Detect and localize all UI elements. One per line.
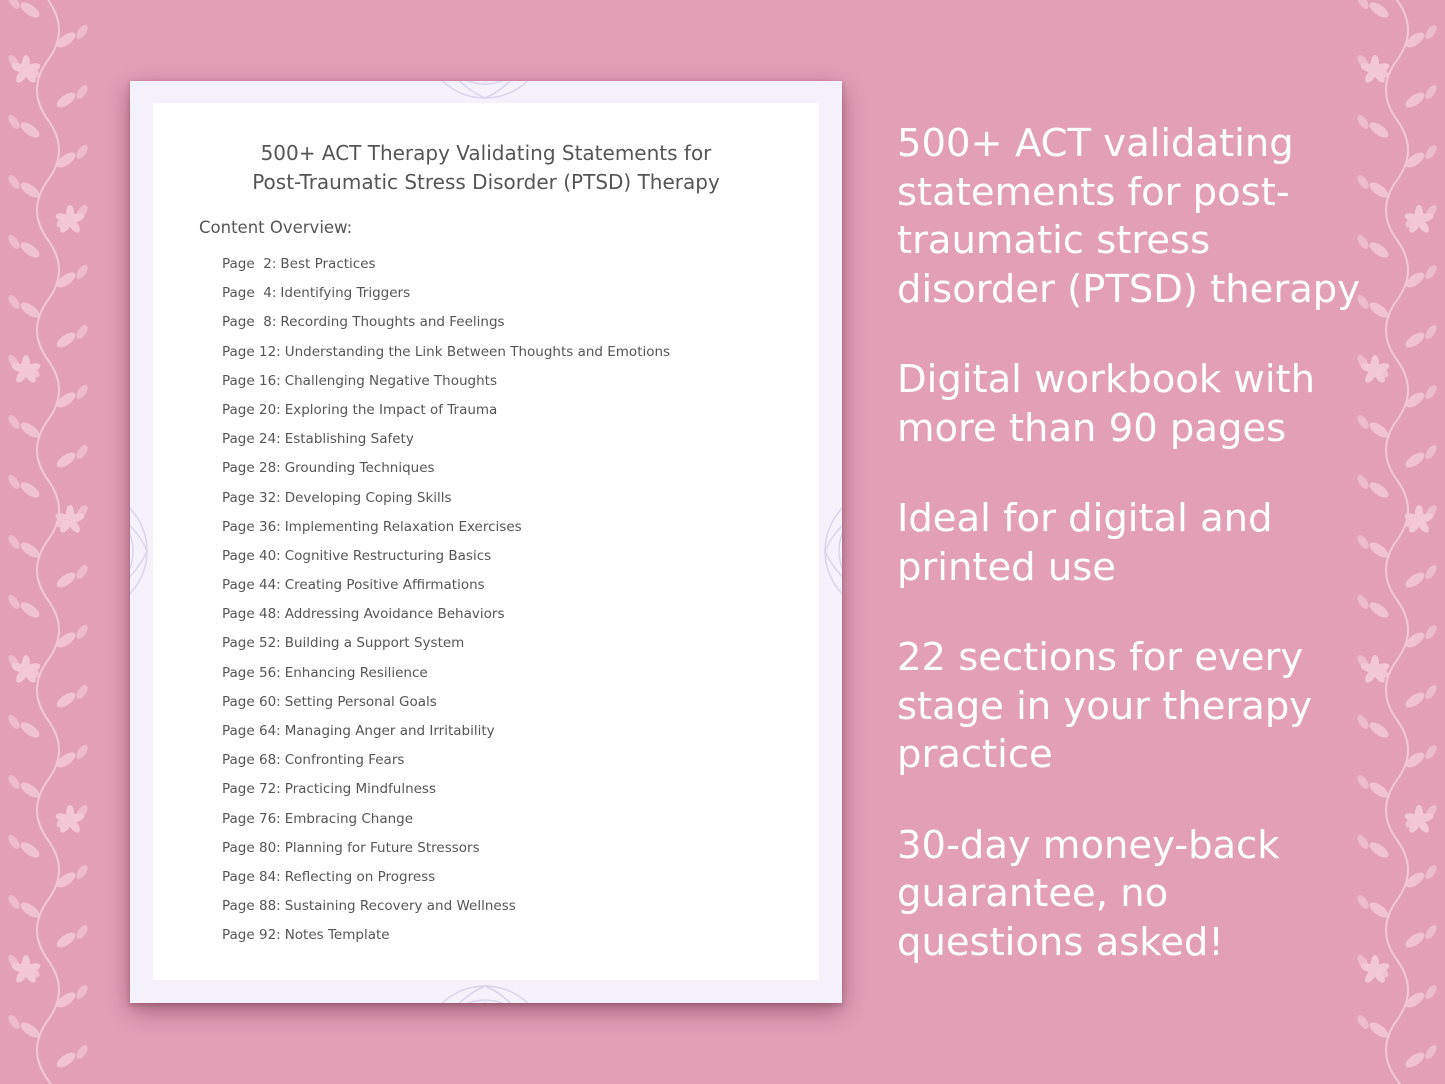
- toc-section-title: Grounding Techniques: [284, 460, 435, 477]
- toc-section-title: Managing Anger and Irritability: [284, 723, 495, 739]
- toc-section-title: Embracing Change: [284, 810, 414, 827]
- feature-line: printed use: [897, 544, 1116, 590]
- toc-section-title: Building a Support System: [284, 635, 465, 652]
- toc-page-number: Page 60:: [222, 693, 281, 710]
- feature-line: 22 sections for every: [897, 635, 1304, 680]
- feature-statement: [897, 120, 1417, 314]
- toc-entry: [222, 750, 670, 779]
- toc-section-title: Exploring the Impact of Trauma: [284, 401, 498, 418]
- toc-page-number: Page 56:: [222, 664, 281, 681]
- toc-section-title: Practicing Mindfulness: [284, 781, 436, 798]
- document-title-line: 500+ ACT Therapy Validating Statements for: [260, 141, 712, 165]
- toc-page-number: Page 84:: [222, 868, 281, 885]
- toc-section-title: Confronting Fears: [284, 752, 405, 769]
- toc-section-title: Enhancing Resilience: [284, 664, 428, 681]
- toc-page-number: Page 32:: [222, 489, 281, 506]
- toc-page-number: Page 4:: [222, 285, 277, 302]
- toc-section-title: Sustaining Recovery and Wellness: [284, 898, 516, 915]
- toc-page-number: Page 48:: [222, 606, 281, 623]
- toc-section-title: Setting Personal Goals: [284, 693, 437, 710]
- toc-entry: [222, 663, 670, 692]
- toc-section-title: Identifying Triggers: [280, 285, 411, 302]
- toc-entry: [222, 488, 670, 517]
- toc-section-title: Establishing Safety: [284, 431, 414, 448]
- toc-page-number: Page 40:: [222, 547, 281, 564]
- toc-page-number: Page 12:: [222, 343, 281, 360]
- toc-section-title: Cognitive Restructuring Basics: [284, 547, 492, 564]
- toc-entry: [222, 692, 670, 721]
- feature-list: [897, 120, 1417, 1009]
- toc-page-number: Page 16:: [222, 372, 281, 389]
- toc-section-title: Planning for Future Stressors: [284, 839, 480, 856]
- feature-line: Ideal for digital and: [897, 496, 1273, 541]
- toc-section-title: Best Practices: [280, 256, 376, 272]
- toc-entry: [222, 575, 670, 604]
- toc-section-title: Creating Positive Affirmations: [284, 577, 485, 594]
- toc-entry: [222, 633, 670, 662]
- feature-line: Digital workbook with: [897, 357, 1316, 402]
- toc-page-number: Page 80:: [222, 839, 281, 856]
- feature-line: 500+ ACT validating: [897, 121, 1294, 166]
- mandala-left-ornament: [130, 451, 155, 651]
- toc-entry: [222, 429, 670, 458]
- feature-statement: [897, 822, 1417, 968]
- toc-section-title: Challenging Negative Thoughts: [284, 372, 498, 389]
- feature-line: traumatic stress: [897, 218, 1211, 263]
- document-title: [153, 139, 819, 197]
- toc-entry: [222, 371, 670, 400]
- toc-entry: [222, 809, 670, 838]
- toc-section-title: Addressing Avoidance Behaviors: [284, 606, 505, 623]
- toc-page-number: Page 72:: [222, 781, 281, 798]
- toc-section-title: Developing Coping Skills: [284, 489, 452, 506]
- floral-vine-left-decoration: [0, 0, 96, 1084]
- page-content: [153, 103, 819, 980]
- content-overview-heading: Content Overview:: [199, 218, 353, 237]
- toc-entry: [222, 517, 670, 546]
- table-of-contents: [222, 254, 670, 955]
- toc-entry: [222, 400, 670, 429]
- toc-page-number: Page 28:: [222, 460, 281, 477]
- toc-section-title: Notes Template: [284, 927, 390, 944]
- toc-page-number: Page 68:: [222, 752, 281, 769]
- mandala-right-ornament: [817, 451, 842, 651]
- toc-page-number: Page 76:: [222, 810, 281, 827]
- toc-page-number: Page 92:: [222, 927, 281, 944]
- toc-entry: [222, 458, 670, 487]
- toc-entry: [222, 342, 670, 371]
- toc-page-number: Page 2:: [222, 256, 277, 272]
- mandala-bottom-ornament: [385, 978, 585, 1003]
- toc-section-title: Implementing Relaxation Exercises: [284, 518, 522, 535]
- toc-page-number: Page 36:: [222, 518, 281, 535]
- toc-page-number: Page 64:: [222, 723, 281, 739]
- toc-entry: [222, 896, 670, 925]
- document-title-line: Post-Traumatic Stress Disorder (PTSD) Therapy: [252, 170, 720, 194]
- toc-section-title: Reflecting on Progress: [284, 868, 436, 885]
- feature-statement: [897, 356, 1417, 453]
- toc-page-number: Page 44:: [222, 577, 281, 594]
- feature-line: questions asked!: [897, 919, 1224, 965]
- feature-line: guarantee, no: [897, 871, 1169, 916]
- toc-entry: [222, 925, 670, 954]
- toc-entry: [222, 604, 670, 633]
- feature-statement: [897, 634, 1417, 780]
- toc-entry: [222, 838, 670, 867]
- toc-entry: [222, 721, 670, 750]
- toc-entry: [222, 546, 670, 575]
- toc-entry: [222, 283, 670, 312]
- toc-section-title: Recording Thoughts and Feelings: [280, 314, 505, 331]
- feature-line: practice: [897, 732, 1053, 777]
- toc-page-number: Page 20:: [222, 401, 281, 418]
- toc-page-number: Page 52:: [222, 635, 281, 652]
- toc-page-number: Page 24:: [222, 431, 281, 448]
- workbook-page-preview: [130, 81, 842, 1003]
- feature-line: more than 90 pages: [897, 405, 1287, 451]
- feature-line: 30-day money-back: [897, 822, 1280, 868]
- toc-entry: [222, 779, 670, 808]
- feature-line: stage in your therapy: [897, 683, 1313, 729]
- feature-line: disorder (PTSD) therapy: [897, 266, 1361, 312]
- toc-entry: [222, 867, 670, 896]
- toc-section-title: Understanding the Link Between Thoughts and Emotions: [284, 343, 671, 360]
- toc-entry: [222, 312, 670, 341]
- feature-line: statements for post-: [897, 169, 1290, 215]
- toc-page-number: Page 88:: [222, 898, 281, 915]
- toc-page-number: Page 8:: [222, 314, 277, 331]
- feature-statement: [897, 495, 1417, 592]
- toc-entry: [222, 254, 670, 283]
